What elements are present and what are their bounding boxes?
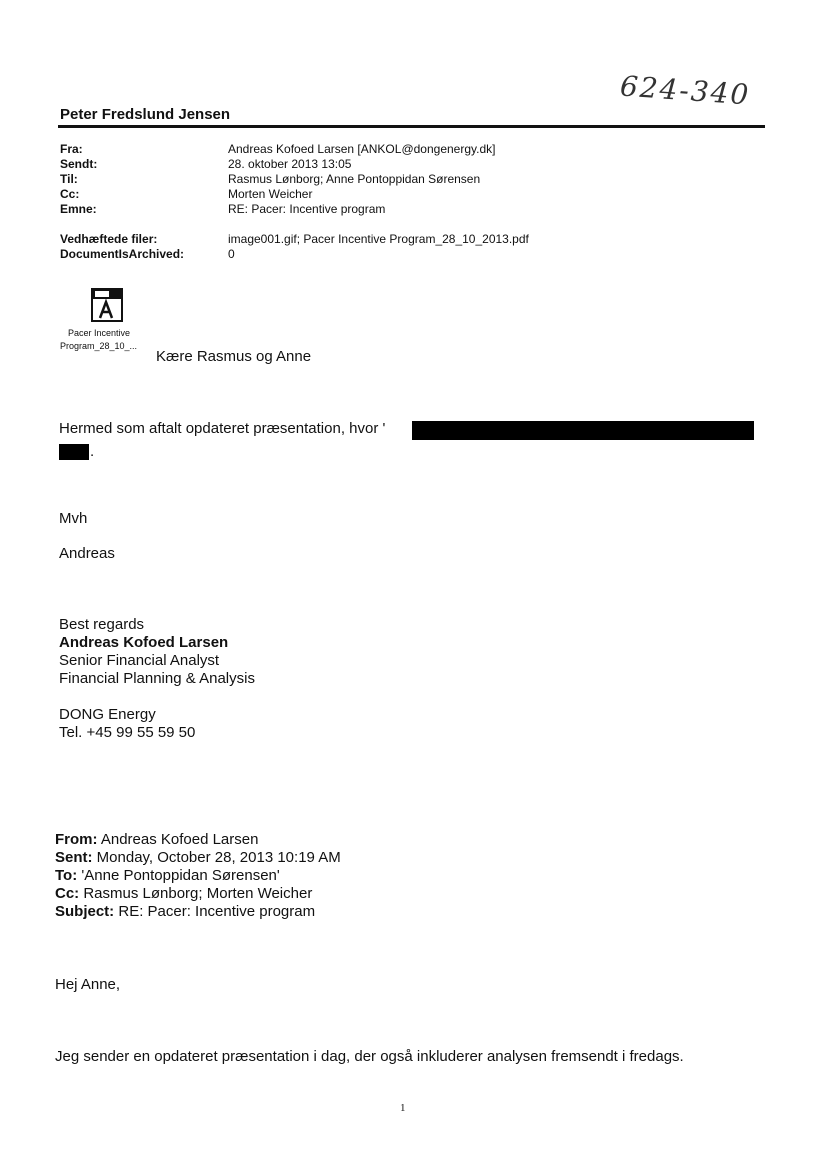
fwd-greeting: Hej Anne, bbox=[55, 976, 121, 993]
meta-label-cc: Cc: bbox=[60, 187, 80, 201]
fwd-to-value: 'Anne Pontoppidan Sørensen' bbox=[81, 867, 280, 884]
meta-value-archived: 0 bbox=[228, 247, 235, 261]
meta-label-from: Fra: bbox=[60, 142, 83, 156]
meta-value-to: Rasmus Lønborg; Anne Pontoppidan Sørensen bbox=[228, 172, 481, 186]
fwd-cc bbox=[55, 885, 312, 902]
closing-short: Mvh bbox=[59, 510, 88, 527]
fwd-subject bbox=[55, 903, 315, 920]
meta-label-to: Til: bbox=[60, 172, 78, 186]
fwd-sent-value: Monday, October 28, 2013 10:19 AM bbox=[96, 849, 341, 866]
fwd-from-label: From: bbox=[55, 831, 98, 848]
attachment-caption-2[interactable]: Program_28_10_... bbox=[60, 341, 138, 351]
signature-title: Senior Financial Analyst bbox=[59, 652, 220, 669]
page-number: 1 bbox=[400, 1102, 406, 1114]
fwd-sent-label: Sent: bbox=[55, 849, 93, 866]
body-paragraph-end: . bbox=[90, 443, 95, 460]
attachment-caption[interactable]: Pacer Incentive bbox=[68, 328, 131, 338]
meta-value-from: Andreas Kofoed Larsen [ANKOL@dongenergy.dk] bbox=[228, 142, 496, 156]
signature-name: Andreas Kofoed Larsen bbox=[59, 634, 229, 651]
signature-regards: Best regards bbox=[59, 616, 145, 633]
meta-label-subject: Emne: bbox=[60, 202, 97, 216]
redaction-block bbox=[412, 421, 754, 440]
meta-value-cc: Morten Weicher bbox=[228, 187, 313, 201]
handwritten-note: 624-340 bbox=[619, 69, 752, 112]
fwd-from bbox=[55, 831, 258, 848]
fwd-paragraph: Jeg sender en opdateret præsentation i dag, der også inkluderer analysen fremsendt i fredags. bbox=[55, 1048, 684, 1065]
header-rule bbox=[58, 125, 765, 128]
signature-department: Financial Planning & Analysis bbox=[59, 670, 255, 687]
redaction-block-2 bbox=[59, 444, 89, 460]
body-paragraph: Hermed som aftalt opdateret præsentation, hvor ' bbox=[59, 420, 386, 437]
fwd-subject-label: Subject: bbox=[55, 903, 115, 920]
meta-value-sent: 28. oktober 2013 13:05 bbox=[228, 157, 352, 171]
pdf-file-icon[interactable] bbox=[90, 288, 124, 322]
fwd-to-label: To: bbox=[55, 867, 78, 884]
meta-label-archived: DocumentIsArchived: bbox=[60, 247, 185, 261]
fwd-subject-value: RE: Pacer: Incentive program bbox=[118, 903, 316, 920]
signature-company: DONG Energy bbox=[59, 706, 156, 723]
fwd-cc-value: Rasmus Lønborg; Morten Weicher bbox=[83, 885, 313, 902]
signature-phone: Tel. +45 99 55 59 50 bbox=[59, 724, 196, 741]
name-short: Andreas bbox=[59, 545, 115, 562]
greeting: Kære Rasmus og Anne bbox=[156, 348, 312, 365]
fwd-to bbox=[55, 867, 280, 884]
fwd-from-value: Andreas Kofoed Larsen bbox=[100, 831, 259, 848]
meta-value-subject: RE: Pacer: Incentive program bbox=[228, 202, 386, 216]
fwd-sent bbox=[55, 849, 341, 866]
meta-label-attachments: Vedhæftede filer: bbox=[60, 232, 158, 246]
sender-name: Peter Fredslund Jensen bbox=[60, 106, 231, 123]
fwd-cc-label: Cc: bbox=[55, 885, 80, 902]
meta-label-sent: Sendt: bbox=[60, 157, 98, 171]
meta-value-attachments: image001.gif; Pacer Incentive Program_28_10_2013.pdf bbox=[228, 232, 529, 246]
